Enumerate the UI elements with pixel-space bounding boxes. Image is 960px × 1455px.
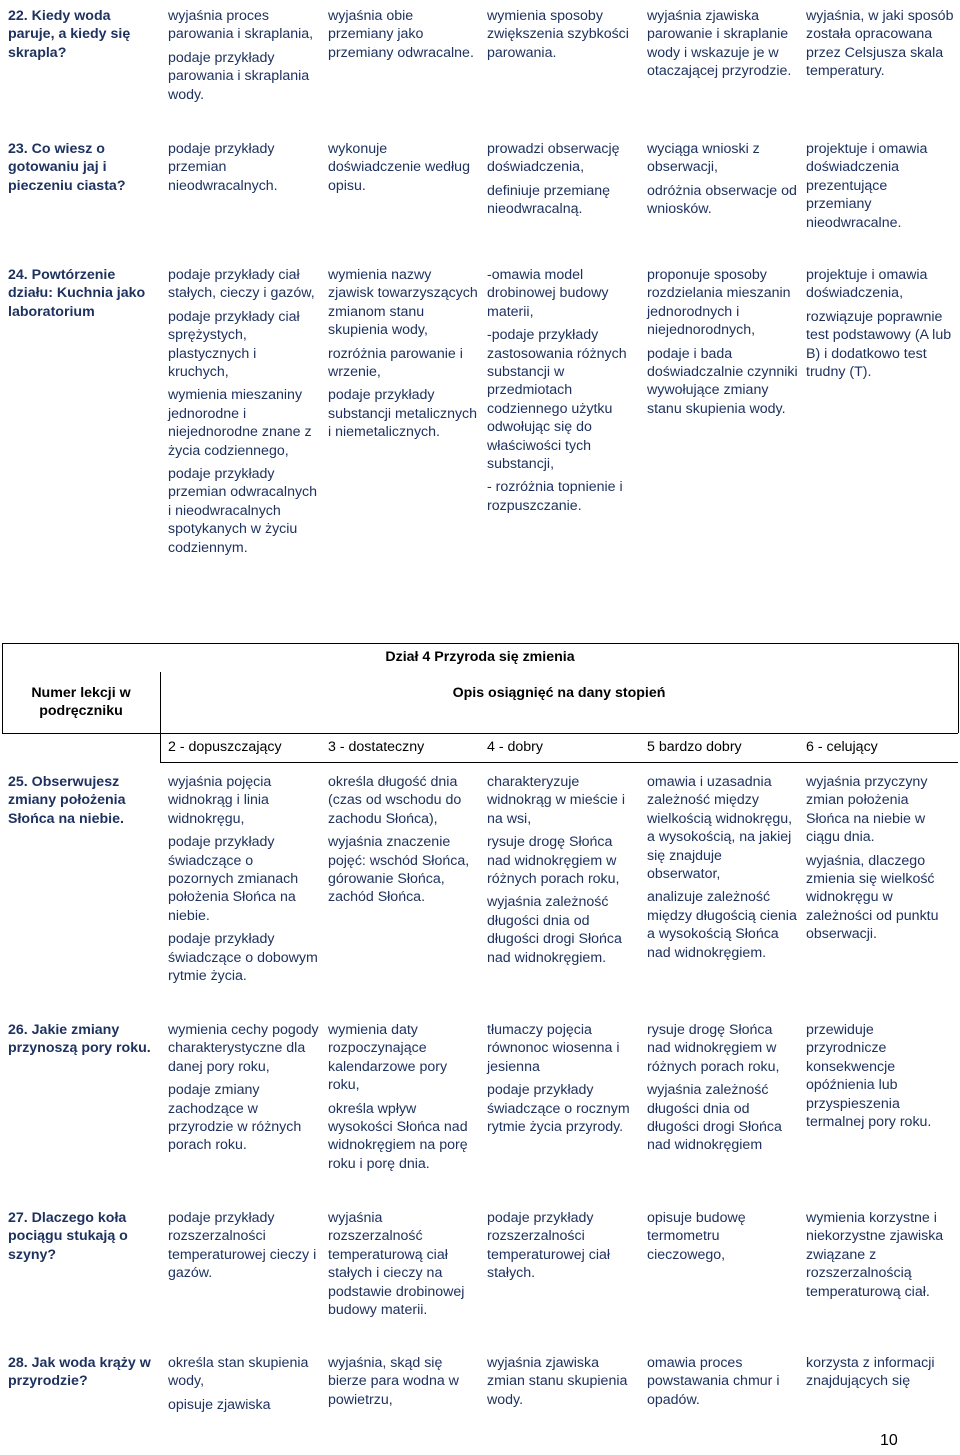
requirement-cell: [806, 1021, 954, 1131]
requirement-text: wyjaśnia zjawiska parowanie i skraplanie wody i wskazuje je w otaczającej przyrodzie.: [647, 8, 792, 80]
lesson-title: 23. Co wiesz o gotowaniu jaj i pieczeniu ciasta?: [8, 141, 126, 194]
requirement-text: podaje przykłady ciał stałych, cieczy i gazów,: [168, 267, 315, 302]
lesson-title: 26. Jakie zmiany przynoszą pory roku.: [8, 1022, 151, 1057]
requirement-text: wyciąga wnioski z obserwacji,: [647, 141, 760, 176]
requirement-text: określa stan skupienia wody,: [168, 1355, 309, 1390]
requirement-text: definiuje przemianę nieodwracalną.: [487, 182, 611, 218]
grade-3-label: 3 - dostateczny: [328, 739, 425, 755]
requirement-text: omawia i uzasadnia zależność między wielkością widnokręgu, a wysokością, na jakiej się znajduje obserwator,: [647, 774, 793, 883]
requirement-text: opisuje zjawiska: [168, 1396, 271, 1413]
requirement-cell: [487, 1021, 639, 1136]
table-rule: [958, 643, 959, 733]
requirement-text: charakteryzuje widnokrąg w mieście i na wsi,: [487, 774, 625, 827]
table-rule: [2, 643, 958, 644]
requirement-text: korzysta z informacji znajdujących się: [806, 1355, 935, 1390]
requirement-text: wymienia sposoby zwiększenia szybkości parowania.: [487, 8, 629, 61]
requirement-cell: [647, 773, 799, 962]
requirement-cell: [328, 7, 480, 62]
requirement-text: określa długość dnia (czas od wschodu do zachodu Słońca),: [328, 774, 462, 827]
requirement-text: wymienia nazwy zjawisk towarzyszących zmianom stanu skupienia wody,: [328, 267, 478, 339]
requirement-cell: [328, 1209, 480, 1319]
requirement-text: tłumaczy pojęcia równonoc wiosenna i jesienna: [487, 1022, 620, 1075]
requirement-text: projektuje i omawia doświadczenia prezentujące przemiany nieodwracalne.: [806, 141, 928, 231]
requirement-text: wyjaśnia zjawiska zmian stanu skupienia wody.: [487, 1355, 628, 1408]
requirement-cell: [647, 140, 799, 219]
lesson-title-cell: [8, 1021, 158, 1058]
requirement-cell: [806, 1209, 954, 1301]
requirement-text: wyjaśnia rozszerzalność temperaturową ciał stałych i cieczy na podstawie drobinowej budowy materii.: [328, 1210, 465, 1319]
requirement-cell: [328, 773, 480, 907]
requirement-text: wyjaśnia, skąd się bierze para wodna w powietrzu,: [328, 1355, 459, 1408]
requirement-cell: [647, 266, 799, 418]
requirement-text: wymienia mieszaniny jednorodne i niejednorodne znane z życia codziennego,: [168, 387, 312, 459]
requirement-text: podaje przykłady świadczące o dobowym rytmie życia.: [168, 931, 318, 985]
requirement-text: wyjaśnia przyczyny zmian położenia Słońca na niebie w ciągu dnia.: [806, 774, 928, 846]
requirement-cell: [487, 1209, 639, 1283]
requirement-text: podaje przykłady substancji metalicznych i niemetalicznych.: [328, 387, 478, 441]
requirement-text: podaje przykłady rozszerzalności temperaturowej ciał stałych.: [487, 1210, 611, 1282]
requirement-cell: [647, 1209, 799, 1264]
requirement-text: rysuje drogę Słońca nad widnokręgiem w różnych porach roku,: [647, 1022, 780, 1075]
requirement-text: określa wpływ wysokości Słońca nad widnokręgiem na porę roku i porę dnia.: [328, 1100, 468, 1172]
requirement-cell: [328, 266, 480, 442]
requirement-text: wymienia cechy pogody charakterystyczne dla danej pory roku,: [168, 1022, 319, 1075]
requirement-text: prowadzi obserwację doświadczenia,: [487, 141, 620, 176]
requirement-text: projektuje i omawia doświadczenia,: [806, 267, 928, 302]
lesson-title: 28. Jak woda krąży w przyrodzie?: [8, 1355, 151, 1390]
requirement-cell: [168, 773, 320, 985]
requirement-cell: [168, 1021, 320, 1155]
requirement-text: wyjaśnia zależność długości dnia od długości drogi Słońca nad widnokręgiem: [647, 1082, 782, 1154]
page-number: 10: [880, 1432, 898, 1449]
requirement-cell: [487, 266, 639, 515]
requirement-text: podaje przykłady świadczące o pozornych zmianach położenia Słońca na niebie.: [168, 834, 299, 924]
requirement-text: -omawia model drobinowej budowy materii,: [487, 267, 609, 320]
requirement-text: wymienia daty rozpoczynające kalendarzowe pory roku,: [328, 1022, 448, 1094]
requirement-cell: [168, 1209, 320, 1283]
requirement-text: przewiduje przyrodnicze konsekwencje opóźnienia lub przyspieszenia termalnej pory roku.: [806, 1022, 932, 1131]
requirement-text: podaje przykłady ciał sprężystych, plastycznych i kruchych,: [168, 308, 300, 381]
requirement-text: rozróżnia parowanie i wrzenie,: [328, 345, 463, 381]
lesson-title-cell: [8, 1354, 158, 1391]
requirement-text: wyjaśnia zależność długości dnia od długości drogi Słońca nad widnokręgiem.: [487, 894, 622, 966]
lesson-title: 27. Dlaczego koła pociągu stukają o szyny?: [8, 1210, 128, 1263]
grade-6-label: 6 - celujący: [806, 739, 878, 755]
lesson-title-cell: [8, 773, 158, 828]
requirement-cell: [487, 140, 639, 219]
requirement-text: - rozróżnia topnienie i rozpuszczanie.: [487, 479, 623, 514]
lesson-title-cell: [8, 266, 158, 321]
requirement-text: rysuje drogę Słońca nad widnokręgiem w różnych porach roku,: [487, 834, 620, 888]
lesson-title: 25. Obserwujesz zmiany położenia Słońca na niebie.: [8, 774, 126, 827]
requirement-text: podaje zmiany zachodzące w przyrodzie w różnych porach roku.: [168, 1082, 302, 1154]
requirement-text: analizuje zależność między długością cienia a wysokością Słońca nad widnokręgiem.: [647, 889, 797, 961]
requirement-cell: [168, 7, 320, 104]
table-rule: [2, 733, 958, 734]
requirement-text: podaje przykłady świadczące o rocznym rytmie życia przyrody.: [487, 1082, 630, 1136]
lesson-title-cell: [8, 140, 158, 195]
grade-5-label: 5 bardzo dobry: [647, 739, 742, 755]
requirement-cell: [168, 1354, 320, 1414]
requirement-text: proponuje sposoby rozdzielania mieszanin jednorodnych i niejednorodnych,: [647, 267, 791, 339]
requirement-cell: [487, 773, 639, 967]
requirement-text: wykonuje doświadczenie według opisu.: [328, 141, 470, 194]
requirement-text: odróżnia obserwacje od wniosków.: [647, 182, 797, 218]
requirement-cell: [806, 266, 954, 381]
lesson-title: 24. Powtórzenie działu: Kuchnia jako laboratorium: [8, 267, 146, 320]
requirement-cell: [806, 773, 954, 944]
requirement-cell: [487, 7, 639, 62]
requirement-text: opisuje budowę termometru cieczowego,: [647, 1210, 746, 1263]
requirement-cell: [168, 266, 320, 557]
lesson-title-cell: [8, 1209, 158, 1264]
grade-2-label: 2 - dopuszczający: [168, 739, 282, 755]
requirement-cell: [647, 1354, 799, 1409]
requirement-text: podaje i bada doświadczalnie czynniki wywołujące zmiany stanu skupienia wody.: [647, 345, 798, 417]
requirement-cell: [806, 1354, 954, 1391]
requirement-text: wyjaśnia obie przemiany jako przemiany odwracalne.: [328, 8, 474, 61]
requirement-text: rozwiązuje poprawnie test podstawowy (A lub B) i dodatkowo test trudny (T).: [806, 308, 952, 381]
requirement-text: podaje przykłady rozszerzalności temperaturowej cieczy i gazów.: [168, 1210, 317, 1282]
requirement-cell: [328, 1021, 480, 1173]
requirement-text: wyjaśnia, w jaki sposób została opracowana przez Celsjusza skala temperatury.: [806, 8, 954, 80]
requirement-text: podaje przykłady przemian nieodwracalnych.: [168, 141, 278, 194]
requirement-cell: [806, 140, 954, 232]
grade-4-label: 4 - dobry: [487, 739, 543, 755]
description-header: Opis osiągnięć na dany stopień: [452, 685, 666, 701]
requirement-text: wyjaśnia pojęcia widnokrąg i linia widnokręgu,: [168, 774, 272, 827]
requirement-cell: [168, 140, 320, 195]
requirement-cell: [328, 140, 480, 195]
requirement-text: wyjaśnia znaczenie pojęć: wschód Słońca, górowanie Słońca, zachód Słońca.: [328, 834, 470, 906]
requirement-cell: [328, 1354, 480, 1409]
requirement-cell: [806, 7, 954, 81]
requirement-cell: [647, 7, 799, 81]
requirement-text: wyjaśnia, dlaczego zmienia się wielkość widnokręgu w zależności od punktu obserwacji.: [806, 852, 939, 943]
requirement-text: omawia proces powstawania chmur i opadów.: [647, 1355, 780, 1408]
lesson-title-cell: [8, 7, 158, 62]
requirement-text: -podaje przykłady zastosowania różnych substancji w przedmiotach codziennego użytku odwołując się do właściwości tych substancji,: [487, 327, 627, 473]
lesson-title: 22. Kiedy woda paruje, a kiedy się skrapla?: [8, 8, 131, 61]
requirement-text: podaje przykłady przemian odwracalnych i nieodwracalnych spotykanych w życiu codziennym.: [168, 466, 318, 556]
section-title: Dział 4 Przyroda się zmienia: [385, 649, 575, 665]
requirement-cell: [487, 1354, 639, 1409]
requirement-text: wyjaśnia proces parowania i skraplania,: [168, 8, 314, 43]
requirement-text: podaje przykłady parowania i skraplania wody.: [168, 49, 310, 103]
requirement-text: wymienia korzystne i niekorzystne zjawiska związane z rozszerzalnością temperaturową ciał.: [806, 1210, 944, 1300]
requirement-cell: [647, 1021, 799, 1155]
table-rule: [160, 762, 958, 763]
lesson-column-header: Numer lekcji w podręczniku: [31, 685, 131, 720]
